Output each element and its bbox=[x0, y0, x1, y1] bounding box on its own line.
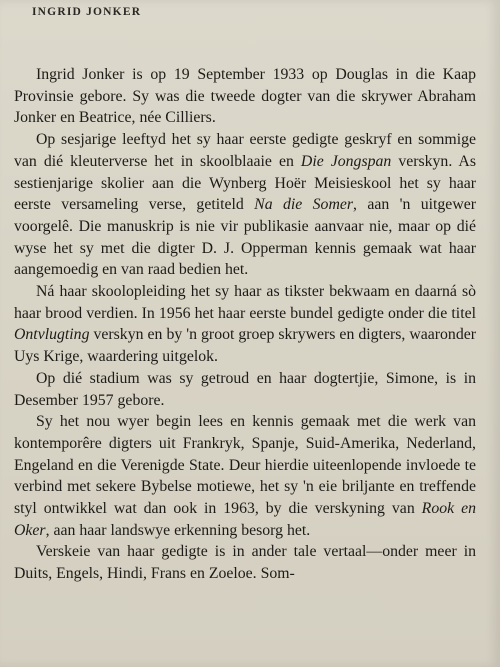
running-head: INGRID JONKER bbox=[32, 6, 142, 18]
paragraph bbox=[14, 64, 476, 129]
paragraph bbox=[14, 368, 476, 411]
text-run: , aan haar landswye erkenning besorg het. bbox=[45, 521, 311, 539]
text-run: Verskeie van haar gedigte is in ander tale vertaal—onder meer in Duits, Engels, Hindi, Frans en Zoeloe. Som- bbox=[14, 543, 476, 583]
italic-title: Die Jongspan bbox=[300, 152, 392, 170]
body-text bbox=[14, 64, 476, 585]
text-run: Ná haar skoolopleiding het sy haar as tikster bekwaam en daarná sò haar brood verdien. In 1956 het haar eerste bundel gedigte onder die titel bbox=[14, 283, 476, 322]
text-run: Sy het nou wyer begin lees en kennis gemaak met die werk van kontemporêre digters uit Frankryk, Spanje, Suid-Amerika, Nederland, Engeland en die Verenigde State. Deur hierdie uiteenlopende invloede te verbind met sekere Bybelse motiewe, het sy 'n eie briljante en treffende styl ontwikkel wat dan ook in 1963, by die verskyning van bbox=[14, 413, 476, 518]
italic-title: Ontvlugting bbox=[14, 326, 90, 344]
text-run: verskyn. As sestienjarige skolier aan die Wynberg Hoër Meisieskool het sy haar eerste versameling verse, getiteld bbox=[14, 152, 476, 214]
paragraph bbox=[14, 281, 476, 368]
text-run: Op dié stadium was sy getroud en haar dogtertjie, Simone, is in Desember 1957 gebore. bbox=[14, 369, 476, 409]
text-run: Ingrid Jonker is op 19 September 1933 op Douglas in die Kaap Provinsie gebore. Sy was die tweede dogter van die skrywer Abraham Jonker en Beatrice, née Cilliers. bbox=[14, 66, 476, 127]
italic-title: Rook en Oker bbox=[14, 500, 476, 539]
text-run: verskyn en by 'n groot groep skrywers en digters, waaronder Uys Krige, waardering uitgelok. bbox=[14, 326, 476, 366]
paragraph bbox=[14, 129, 476, 281]
paragraph bbox=[14, 411, 476, 541]
text-run: Op sesjarige leeftyd het sy haar eerste gedigte geskryf en sommige van dié kleuterverse het in skoolblaaie en bbox=[14, 131, 476, 170]
paragraph bbox=[14, 541, 476, 584]
text-run: , aan 'n uitgewer voorgelê. Die manuskrip is nie vir publikasie aanvaar nie, maar op dié wyse het sy met die digter D. J. Opperman kennis gemaak wat haar aangemoedig en van raad bedien het. bbox=[14, 196, 476, 279]
italic-title: Na die Somer bbox=[254, 196, 354, 214]
